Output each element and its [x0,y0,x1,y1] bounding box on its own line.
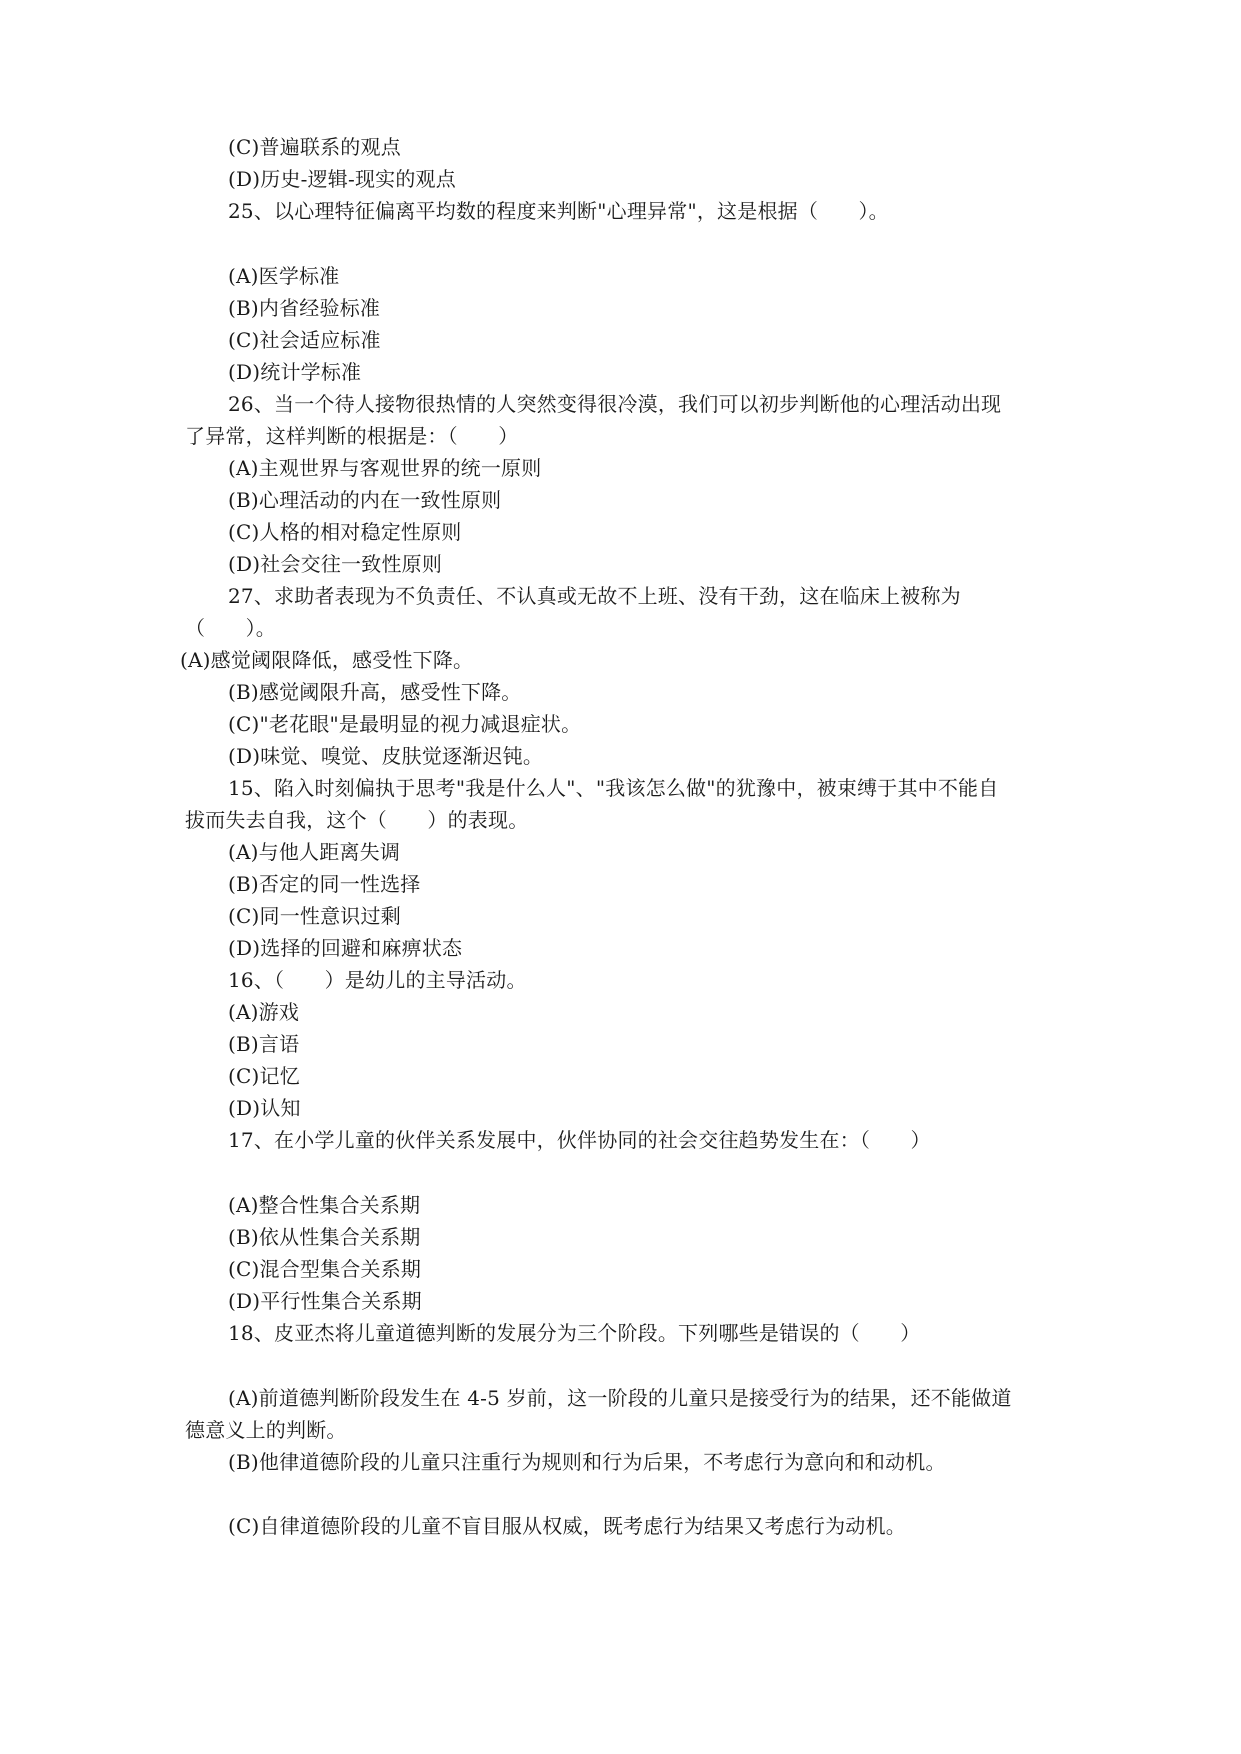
option-b-q25: (B)内省经验标准 [228,296,381,320]
option-c-q25: (C)社会适应标准 [228,328,381,352]
question-26-line-2: 了异常，这样判断的根据是：（ ） [185,424,519,448]
option-b-q27: (B)感觉阈限升高，感受性下降。 [228,680,522,704]
question-26-line-1: 26、当一个待人接物很热情的人突然变得很冷漠，我们可以初步判断他的心理活动出现 [228,392,1002,416]
option-c-q16: (C)记忆 [228,1064,300,1088]
option-b-q26: (B)心理活动的内在一致性原则 [228,488,502,512]
option-b-q18: (B)他律道德阶段的儿童只注重行为规则和行为后果，不考虑行为意向和和动机。 [228,1450,946,1474]
option-a-q16: (A)游戏 [228,1000,300,1024]
option-a-q18-line-2: 德意义上的判断。 [185,1418,347,1442]
option-c-q15: (C)同一性意识过剩 [228,904,401,928]
question-18: 18、皮亚杰将儿童道德判断的发展分为三个阶段。下列哪些是错误的（ ） [228,1321,921,1345]
option-a-q17: (A)整合性集合关系期 [228,1193,421,1217]
question-25: 25、以心理特征偏离平均数的程度来判断"心理异常"，这是根据（ ）。 [228,199,889,223]
option-d-q25: (D)统计学标准 [228,360,362,384]
option-b-q16: (B)言语 [228,1032,300,1056]
option-a-q27: (A)感觉阈限降低，感受性下降。 [180,648,474,672]
option-b-q15: (B)否定的同一性选择 [228,872,421,896]
option-d-q24: (D)历史-逻辑-现实的观点 [228,167,456,191]
option-a-q26: (A)主观世界与客观世界的统一原则 [228,456,542,480]
option-c-q26: (C)人格的相对稳定性原则 [228,520,462,544]
option-c-q27: (C)"老花眼"是最明显的视力减退症状。 [228,712,582,736]
option-d-q17: (D)平行性集合关系期 [228,1289,422,1313]
option-c-q24: (C)普遍联系的观点 [228,135,401,159]
question-27-line-2: （ ）。 [185,616,276,640]
option-a-q15: (A)与他人距离失调 [228,840,401,864]
option-d-q16: (D)认知 [228,1096,301,1120]
question-15-line-2: 拔而失去自我，这个（ ）的表现。 [185,808,529,832]
question-27-line-1: 27、求助者表现为不负责任、不认真或无故不上班、没有干劲，这在临床上被称为 [228,584,961,608]
option-b-q17: (B)依从性集合关系期 [228,1225,421,1249]
option-d-q15: (D)选择的回避和麻痹状态 [228,936,463,960]
question-17: 17、在小学儿童的伙伴关系发展中，伙伴协同的社会交往趋势发生在：（ ） [228,1128,931,1152]
option-d-q26: (D)社会交往一致性原则 [228,552,443,576]
option-d-q27: (D)味觉、嗅觉、皮肤觉逐渐迟钝。 [228,744,544,768]
option-a-q25: (A)医学标准 [228,264,340,288]
option-c-q17: (C)混合型集合关系期 [228,1257,422,1281]
option-a-q18-line-1: (A)前道德判断阶段发生在 4-5 岁前，这一阶段的儿童只是接受行为的结果，还不能做道 [228,1386,1012,1410]
question-16: 16、（ ）是幼儿的主导活动。 [228,968,527,992]
option-c-q18: (C)自律道德阶段的儿童不盲目服从权威，既考虑行为结果又考虑行为动机。 [228,1514,906,1538]
question-15-line-1: 15、陷入时刻偏执于思考"我是什么人"、"我该怎么做"的犹豫中，被束缚于其中不能自 [228,776,999,800]
